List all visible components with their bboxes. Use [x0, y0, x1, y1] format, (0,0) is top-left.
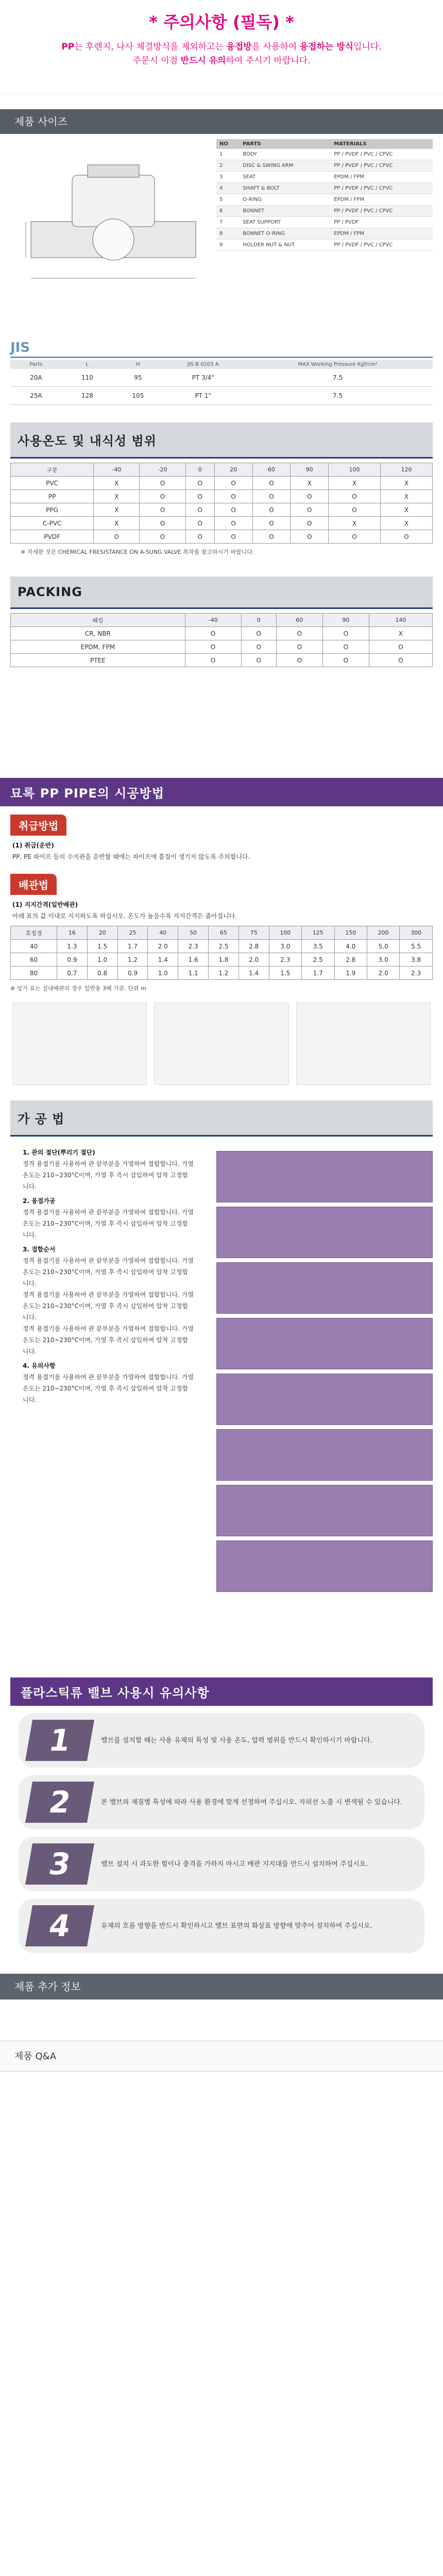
support-illustrations	[0, 997, 443, 1090]
notice-title: * 주의사항 (필독) *	[149, 12, 294, 32]
temp-row: PPG X O O O O O O X	[11, 503, 433, 517]
temp-row: PP X O O O O O O X	[11, 490, 433, 503]
parts-row: 3 SEAT EPDM / FPM	[216, 172, 433, 183]
parts-row: 9 HOLDER NUT & NUT PP / PVDF / PVC / CPVC	[216, 240, 433, 251]
support-span-table: 호칭경 16 20 25 40 50 65 75 100 125 150 200 300 40 1.3 1.5 1.7 2.0 2.3 2.5 2.8 3.0 3.5 4.0 5.0 5.5 60 0.9 1.0 1.2 1.4 1.6 1.8 2.0 2.3 2.5 2.8 3.0 3.8 80 0.7 0.8 0.9 1.0 1.1 1.2 1.4 1.5 1.7 1.9 2.0 2.3	[10, 926, 433, 980]
notice-box	[0, 0, 443, 94]
caution-item	[19, 1775, 424, 1829]
section-size-header: 제품 사이즈	[0, 109, 443, 134]
temp-table: 구분 -40 -20 0 20 60 90 100 120 PVC X O O O O X X X PP X O O O O O O X PPG X O O O O O O X C-PVC X O O O O O X X PVDF O O O O O O O O	[10, 463, 433, 544]
jis-row: 25A 128 105 PT 1" 7.5	[10, 387, 433, 405]
parts-row: 8 BONNET O-RING EPDM / FPM	[216, 228, 433, 240]
caution-item	[19, 1899, 424, 1953]
packing-table: 패킹 -40 0 60 90 140 CR, NBR O O O O X EPDM, FPM O O O O O PTEE O O O O O	[10, 613, 433, 667]
caution-number: 2	[25, 1782, 94, 1823]
caution-number: 3	[25, 1843, 94, 1885]
caution-number: 1	[25, 1720, 94, 1761]
temp-row: PVC X O O O O X X X	[11, 477, 433, 490]
parts-row: 4 SHAFT & BOLT PP / PVDF / PVC / CPVC	[216, 183, 433, 194]
parts-row: 2 DISC & SWING ARM PP / PVDF / PVC / CPVC	[216, 160, 433, 172]
notice-line-1: PP는 후렌지, 나사 체결방식을 제외하고는 융접방을 사용하여 융접하는 방식입니다.	[61, 42, 382, 52]
work-title: 가 공 법	[10, 1100, 433, 1137]
packing-row: CR, NBR O O O O X	[11, 627, 433, 640]
caution-text: 유체의 흐름 방향을 반드시 확인하시고 밸브 표면의 화살표 방향에 맞추어 설치하여 주십시오.	[101, 1922, 372, 1930]
valve-drawing	[15, 155, 211, 309]
temp-row: PVDF O O O O O O O O	[11, 530, 433, 544]
packing-row: PTEE O O O O O	[11, 654, 433, 667]
qa-header[interactable]: 제품 Q&A	[0, 2041, 443, 2072]
pp-method-title: 묘록 PP PIPE의 시공방법	[0, 778, 443, 806]
span-row: 60 0.9 1.0 1.2 1.4 1.6 1.8 2.0 2.3 2.5 2.8 3.0 3.8	[11, 953, 433, 967]
caution-title: 플라스틱류 밸브 사용시 유의사항	[10, 1677, 433, 1706]
parts-row: 5 O-RING EPDM / FPM	[216, 194, 433, 206]
span-row: 40 1.3 1.5 1.7 2.0 2.3 2.5 2.8 3.0 3.5 4.0 5.0 5.5	[11, 940, 433, 953]
caution-item	[19, 1837, 424, 1891]
handling-heading: 취급방법	[10, 815, 66, 836]
process-photos	[216, 1147, 433, 1594]
parts-row: 1 BODY PP / PVDF / PVC / CPVC	[216, 149, 433, 160]
caution-text: 밸브를 설치할 때는 사용 유체의 특성 및 사용 온도, 압력 범위를 반드시 확인하시기 바랍니다.	[101, 1736, 372, 1744]
extra-info-header: 제품 추가 정보	[0, 1974, 443, 1999]
span-row: 80 0.7 0.8 0.9 1.0 1.1 1.2 1.4 1.5 1.7 1.9 2.0 2.3	[11, 967, 433, 980]
packing-row: EPDM, FPM O O O O O	[11, 640, 433, 654]
process-section: 1. 관의 절단(뿌리기 절단) 정격 용접기를 사용하여 관 끝부분을 가열하여 접합합니다. 가열 온도는 210~230°C이며, 가열 후 즉시 삽입하여 압착 고정합니다. 2. 융접가공 정격 용접기를 사용하여 관 끝부분을 가열하여 접합합니다. 가열 온도는 210~230°C이며, 가열 후 즉시 삽입하여 압착 고정합니다. 3. 접합순서 정격 용접기를 사용하여 관 끝부분을 가열하여 접합합니다. 가열 온도는 210~230°C이며, 가열 후 즉시 삽입하여 압착 고정합니다. 정격 용접기를 사용하여 관 끝부분을 가열하여 접합합니다. 가열 온도는 210~230°C이며, 가열 후 즉시 삽입하여 압착 고정합니다. 정격 용접기를 사용하여 관 끝부분을 가열하여 접합합니다. 가열 온도는 210~230°C이며, 가열 후 즉시 삽입하여 압착 고정합니다. 4. 유의사항 정격 용접기를 사용하여 관 끝부분을 가열하여 접합합니다. 가열 온도는 210~230°C이며, 가열 후 즉시 삽입하여 압착 고정합니다.	[0, 1142, 443, 1677]
caution-text: 본 밸브의 재질별 특성에 따라 사용 환경에 맞게 선정하여 주십시오. 자외선 노출 시 변색될 수 있습니다.	[101, 1798, 403, 1806]
parts-row: 6 BONNET PP / PVDF / PVC / CPVC	[216, 206, 433, 217]
temp-note: ※ 자세한 것은 CHEMICAL FRESISTANCE ON A-SUNG VALVE 목차를 참고하시기 바랍니다.	[21, 549, 254, 555]
temp-title: 사용온도 및 내식성 범위	[10, 422, 433, 459]
jis-row: 20A 110 95 PT 3/4" 7.5	[10, 369, 433, 387]
notice-line-2: 주문시 이점 반드시 유의하여 주시기 바랍니다.	[132, 56, 311, 66]
jis-table: Parts L H JIS B 0203 A MAX Working Pressure Kgf/cm² 20A 110 95 PT 3/4" 7.5 25A 128 105 PT 1" 7.5	[10, 360, 433, 405]
parts-row: 7 SEAT SUPPORT PP / PVDF	[216, 217, 433, 228]
temp-row: C-PVC X O O O O O X X	[11, 517, 433, 530]
caution-text: 밸브 설치 시 과도한 힘이나 충격을 가하지 마시고 배관 지지대를 반드시 설치하여 주십시오.	[101, 1860, 368, 1868]
packing-title: PACKING	[10, 577, 433, 609]
caution-item	[19, 1713, 424, 1768]
caution-number: 4	[25, 1905, 94, 1946]
size-section	[0, 134, 443, 778]
jis-label: JIS	[10, 340, 433, 358]
parts-table: NO PARTS MATERIALS 1 BODY PP / PVDF / PVC / CPVC 2 DISC & SWING ARM PP / PVDF / PVC / CPVC 3 SEAT EPDM / FPM 4 SHAFT & BOLT PP / PVDF / PVC / CPVC 5 O-RING EPDM / FPM 6 BONNET PP / PVDF / PVC / CPVC 7 SEAT SUPPORT PP / PVDF 8 BONNET O-RING EPDM / FPM 9 HOLDER NUT & NUT PP / PVDF / PVC / CPVC	[216, 139, 433, 251]
jis-table-block	[10, 340, 433, 405]
piping-heading: 배관법	[10, 874, 57, 895]
